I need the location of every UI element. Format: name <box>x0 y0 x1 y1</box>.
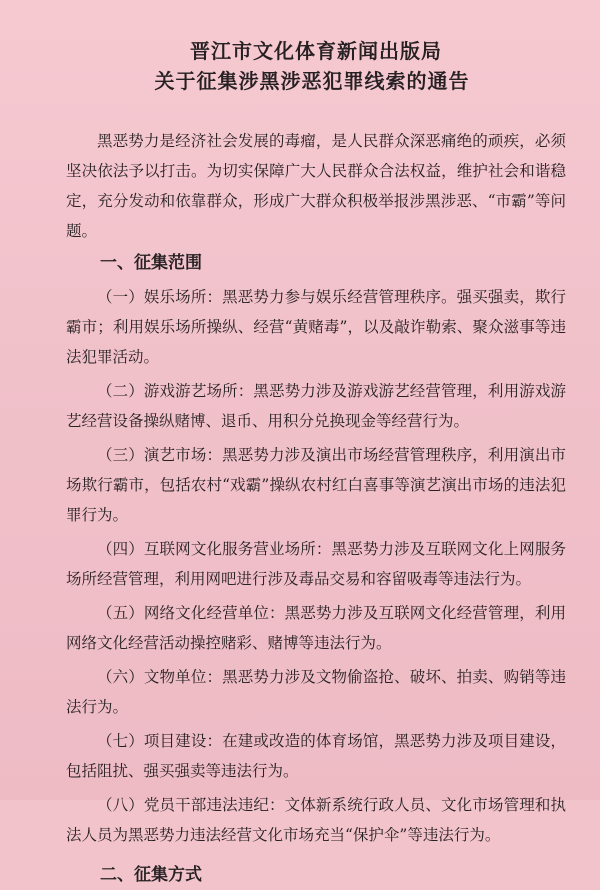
scope-item-entertainment: （一）娱乐场所：黑恶势力参与娱乐经营管理秩序。强买强卖，欺行霸市；利用娱乐场所操纵、经营“黄赌毒”，以及敲诈勒索、聚众滋事等违法犯罪活动。 <box>66 288 566 366</box>
scope-item-performance-market: （三）演艺市场：黑恶势力涉及演出市场经营管理秩序，利用演出市场欺行霸市，包括农村“戏霸”操纵农村红白喜事等演艺演出市场的违法犯罪行为。 <box>66 446 566 524</box>
intro-paragraph: 黑恶势力是经济社会发展的毒瘤，是人民群众深恶痛绝的顽疾，必须坚决依法予以打击。为切实保障广大人民群众合法权益，维护社会和谐稳定，充分发动和依靠群众，形成广大群众积极举报涉黑涉恶、“市霸”等问题。 <box>66 132 566 240</box>
notice-document <box>66 36 566 890</box>
section-heading-scope: 一、征集范围 <box>100 253 202 273</box>
scope-item-cultural-relics: （六）文物单位：黑恶势力涉及文物偷盗抢、破坏、拍卖、购销等违法行为。 <box>66 668 566 716</box>
scope-item-party-officials: （八）党员干部违法违纪：文体新系统行政人员、文化市场管理和执法人员为黑恶势力违法经营文化市场充当“保护伞”等违法行为。 <box>66 796 566 844</box>
scope-item-internet-cafes: （四）互联网文化服务营业场所：黑恶势力涉及互联网文化上网服务场所经营管理，利用网吧进行涉及毒品交易和容留吸毒等违法行为。 <box>66 540 566 588</box>
document-title: 关于征集涉黑涉恶犯罪线索的通告 <box>154 69 470 93</box>
scope-item-online-culture: （五）网络文化经营单位：黑恶势力涉及互联网文化经营管理，利用网络文化经营活动操控赌彩、赌博等违法行为。 <box>66 604 566 652</box>
section-heading-method: 二、征集方式 <box>100 865 202 885</box>
scope-item-project-construction: （七）项目建设：在建或改造的体育场馆，黑恶势力涉及项目建设，包括阻扰、强买强卖等违法行为。 <box>66 732 566 780</box>
document-title-issuer: 晋江市文化体育新闻出版局 <box>190 39 442 63</box>
document-body <box>66 126 566 890</box>
scope-item-game-venues: （二）游戏游艺场所：黑恶势力涉及游戏游艺经营管理，利用游戏游艺经营设备操纵赌博、退币、用积分兑换现金等经营行为。 <box>66 382 566 430</box>
